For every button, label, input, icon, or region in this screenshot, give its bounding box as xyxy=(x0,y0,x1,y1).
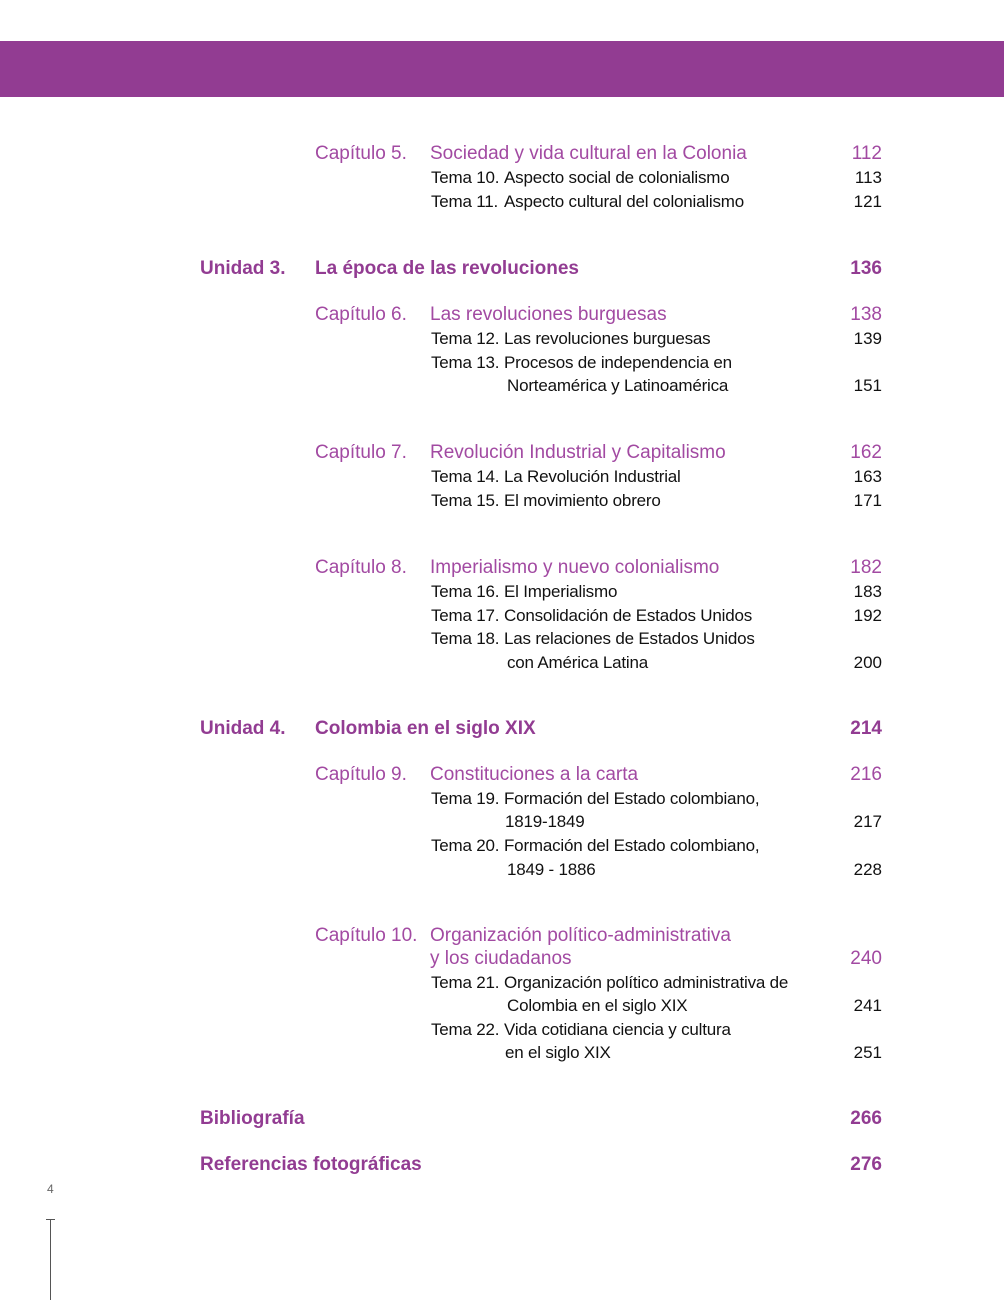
topic-title: Organización político administrativa de xyxy=(504,973,789,992)
topic-title: Las relaciones de Estados Unidos xyxy=(504,629,755,648)
chapter-label: Capítulo 10. xyxy=(315,925,418,946)
topic-title: El Imperialismo xyxy=(504,582,618,601)
photo-references-page: 276 xyxy=(850,1154,882,1175)
topic-title: Procesos de independencia en xyxy=(504,353,732,372)
margin-line xyxy=(50,1220,51,1300)
chapter-title: Sociedad y vida cultural en la Colonia xyxy=(430,143,747,164)
chapter-label: Capítulo 8. xyxy=(315,557,407,578)
chapter-page: 162 xyxy=(850,442,882,463)
topic-label: Tema 14. xyxy=(431,467,500,486)
chapter-title: Las revoluciones burguesas xyxy=(430,304,667,325)
topic-title-continued: con América Latina xyxy=(507,653,648,672)
topic-label: Tema 17. xyxy=(431,606,500,625)
chapter-title: Constituciones a la carta xyxy=(430,764,639,785)
topic-label: Tema 15. xyxy=(431,491,500,510)
topic-title-continued: Colombia en el siglo XIX xyxy=(507,996,688,1015)
topic-title-continued: Norteamérica y Latinoamérica xyxy=(507,376,729,395)
chapter-title: Imperialismo y nuevo colonialismo xyxy=(430,557,720,578)
topic-page: 241 xyxy=(853,996,882,1015)
chapter-label: Capítulo 6. xyxy=(315,304,407,325)
unit-label: Unidad 3. xyxy=(200,258,286,279)
chapter-title: Revolución Industrial y Capitalismo xyxy=(430,442,726,463)
topic-page: 163 xyxy=(853,467,882,486)
topic-title: Formación del Estado colombiano, xyxy=(504,789,760,808)
topic-label: Tema 16. xyxy=(431,582,500,601)
topic-title-continued: 1849 - 1886 xyxy=(507,860,596,879)
topic-title: Consolidación de Estados Unidos xyxy=(504,606,753,625)
chapter-label: Capítulo 7. xyxy=(315,442,407,463)
topic-page: 139 xyxy=(853,329,882,348)
chapter-page: 216 xyxy=(850,764,882,785)
chapter-title: Organización político-administrativa xyxy=(430,925,731,946)
unit-title: La época de las revoluciones xyxy=(315,258,579,279)
topic-page: 171 xyxy=(853,491,882,510)
bibliography-page: 266 xyxy=(850,1108,882,1129)
bibliography-title: Bibliografía xyxy=(200,1108,305,1129)
chapter-title-continued: y los ciudadanos xyxy=(430,948,572,969)
topic-page: 113 xyxy=(854,168,882,187)
topic-page: 183 xyxy=(853,582,882,601)
topic-page: 228 xyxy=(853,860,882,879)
topic-label: Tema 10. xyxy=(431,168,500,187)
topic-label: Tema 19. xyxy=(431,789,500,808)
chapter-label: Capítulo 9. xyxy=(315,764,407,785)
header-band xyxy=(0,41,1004,97)
photo-references-title: Referencias fotográficas xyxy=(200,1154,422,1175)
topic-label: Tema 18. xyxy=(431,629,500,648)
chapter-page: 240 xyxy=(850,948,882,969)
unit-title: Colombia en el siglo XIX xyxy=(315,718,536,739)
topic-label: Tema 20. xyxy=(431,836,500,855)
topic-label: Tema 11. xyxy=(431,192,499,211)
topic-title: Aspecto social de colonialismo xyxy=(504,168,730,187)
chapter-page: 182 xyxy=(850,557,882,578)
topic-title: Las revoluciones burguesas xyxy=(504,329,711,348)
topic-title: Aspecto cultural del colonialismo xyxy=(504,192,745,211)
topic-label: Tema 21. xyxy=(431,973,500,992)
topic-page: 200 xyxy=(853,653,882,672)
chapter-page: 112 xyxy=(851,143,882,164)
topic-page: 151 xyxy=(853,376,882,395)
topic-label: Tema 12. xyxy=(431,329,500,348)
topic-title: Vida cotidiana ciencia y cultura xyxy=(504,1020,731,1039)
topic-title: El movimiento obrero xyxy=(504,491,661,510)
topic-title: Formación del Estado colombiano, xyxy=(504,836,760,855)
topic-page: 217 xyxy=(853,812,882,831)
chapter-page: 138 xyxy=(850,304,882,325)
unit-label: Unidad 4. xyxy=(200,718,286,739)
topic-page: 121 xyxy=(853,192,882,211)
chapter-label: Capítulo 5. xyxy=(315,143,407,164)
unit-page: 214 xyxy=(850,718,882,739)
topic-label: Tema 22. xyxy=(431,1020,500,1039)
topic-page: 251 xyxy=(853,1043,882,1062)
topic-label: Tema 13. xyxy=(431,353,500,372)
unit-page: 136 xyxy=(850,258,882,279)
topic-title-continued: en el siglo XIX xyxy=(505,1043,611,1062)
topic-title: La Revolución Industrial xyxy=(504,467,681,486)
topic-page: 192 xyxy=(853,606,882,625)
topic-title-continued: 1819-1849 xyxy=(505,812,585,831)
page-number: 4 xyxy=(47,1182,54,1196)
